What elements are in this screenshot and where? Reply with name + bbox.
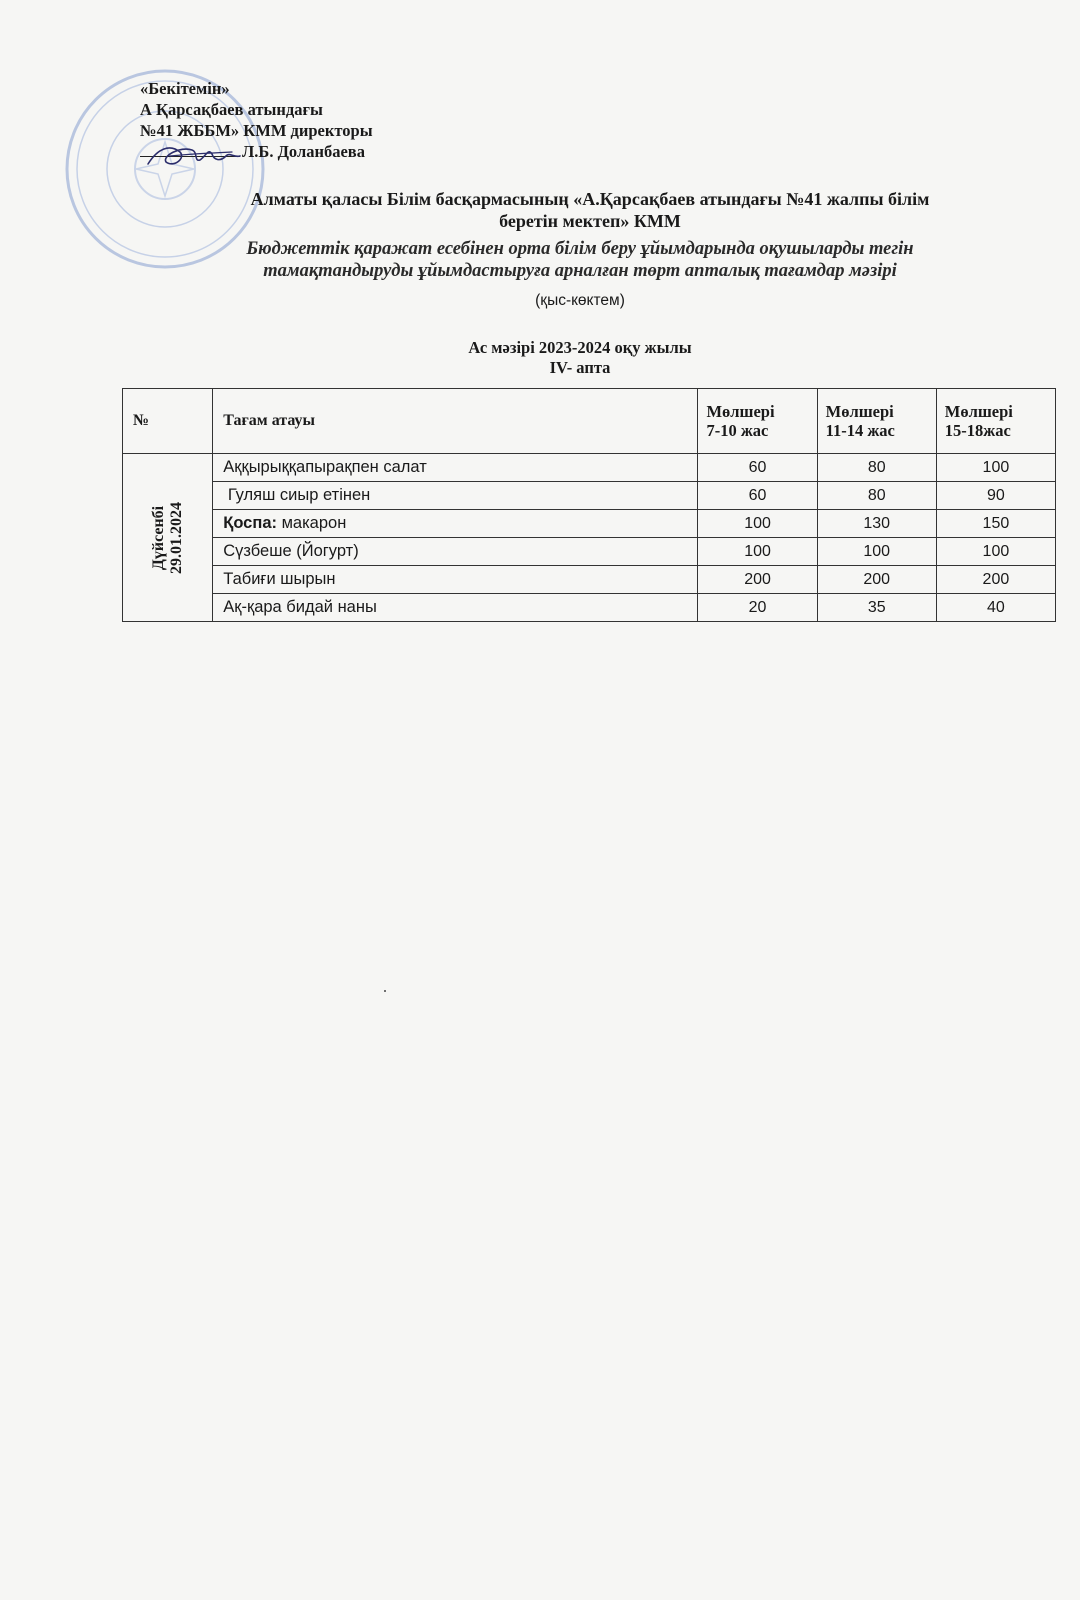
dish-name: макарон [277, 514, 347, 532]
organization-title-line2: беретін мектеп» КММ [499, 211, 681, 231]
portion-11-14-cell: 80 [817, 454, 936, 482]
portion-7-10-cell: 60 [698, 454, 817, 482]
approval-position: №41 ЖББМ» КММ директоры [140, 121, 373, 140]
dish-name-cell [213, 510, 698, 538]
portion-15-18-cell: 90 [936, 482, 1055, 510]
column-header-portion-15-18 [936, 389, 1055, 454]
portion-11-14-cell: 130 [817, 510, 936, 538]
portion-7-10-cell: 200 [698, 566, 817, 594]
column-header-age-range: 15-18жас [944, 421, 1011, 440]
table-row [123, 482, 1056, 510]
menu-year-label: Ас мәзірі 2023-2024 оқу жылы [468, 338, 692, 357]
portion-7-10-cell: 20 [698, 594, 817, 622]
week-label: IV- апта [549, 358, 611, 377]
handwritten-signature [140, 138, 250, 174]
menu-description [110, 238, 1050, 282]
column-header-portion-label: Мөлшері [706, 402, 775, 421]
dish-name: Аққырыққапырақпен салат [223, 458, 427, 476]
organization-title-line1: Алматы қаласы Білім басқармасының «А.Қарсақбаев атындағы №41 жалпы білім [250, 189, 930, 209]
portion-11-14-cell: 80 [817, 482, 936, 510]
day-cell [123, 454, 213, 622]
portion-7-10-cell: 100 [698, 510, 817, 538]
table-row [123, 566, 1056, 594]
column-header-age-range: 7-10 жас [706, 421, 769, 440]
approval-title: «Бекітемін» [140, 79, 230, 98]
menu-table [122, 388, 1056, 622]
menu-description-line2: тамақтандыруды ұйымдастыруға арналған төрт апталық тағамдар мәзірі [263, 261, 897, 281]
dish-name-cell [213, 538, 698, 566]
column-header-portion-label: Мөлшері [825, 402, 894, 421]
approval-school-name: А Қарсақбаев атындағы [140, 100, 323, 119]
portion-15-18-cell: 100 [936, 538, 1055, 566]
dish-name-cell [213, 482, 698, 510]
menu-heading [110, 338, 1050, 378]
dish-name: Табиғи шырын [223, 570, 336, 588]
portion-15-18-cell: 150 [936, 510, 1055, 538]
organization-title [120, 188, 1060, 232]
menu-description-line1: Бюджеттік қаражат есебінен орта білім беру ұйымдарында оқушыларды тегін [246, 239, 914, 259]
column-header-portion-11-14 [817, 389, 936, 454]
day-label [150, 502, 186, 574]
dish-name-cell [213, 454, 698, 482]
table-header-row [123, 389, 1056, 454]
day-name: Дүйсенбі [149, 505, 167, 570]
column-header-portion-label: Мөлшері [944, 402, 1013, 421]
portion-15-18-cell: 100 [936, 454, 1055, 482]
dish-name: Сүзбеше (Йогурт) [223, 542, 359, 560]
table-row [123, 510, 1056, 538]
stray-dot [384, 990, 386, 992]
table-row [123, 454, 1056, 482]
dish-prefix: Қоспа: [223, 514, 277, 532]
portion-7-10-cell: 60 [698, 482, 817, 510]
portion-11-14-cell: 100 [817, 538, 936, 566]
dish-name: Гуляш сиыр етінен [223, 486, 371, 504]
portion-11-14-cell: 200 [817, 566, 936, 594]
dish-name-cell [213, 566, 698, 594]
table-row [123, 594, 1056, 622]
season-label: (қыс-көктем) [535, 292, 625, 309]
column-header-number: № [123, 389, 213, 454]
day-date: 29.01.2024 [167, 501, 185, 574]
portion-15-18-cell: 200 [936, 566, 1055, 594]
column-header-portion-7-10 [698, 389, 817, 454]
portion-15-18-cell: 40 [936, 594, 1055, 622]
dish-name: Ақ-қара бидай наны [223, 598, 377, 616]
dish-name-cell [213, 594, 698, 622]
portion-7-10-cell: 100 [698, 538, 817, 566]
column-header-dish-name: Тағам атауы [213, 389, 698, 454]
table-row [123, 538, 1056, 566]
column-header-age-range: 11-14 жас [825, 421, 895, 440]
portion-11-14-cell: 35 [817, 594, 936, 622]
signer-name: Л.Б. Доланбаева [242, 142, 365, 161]
